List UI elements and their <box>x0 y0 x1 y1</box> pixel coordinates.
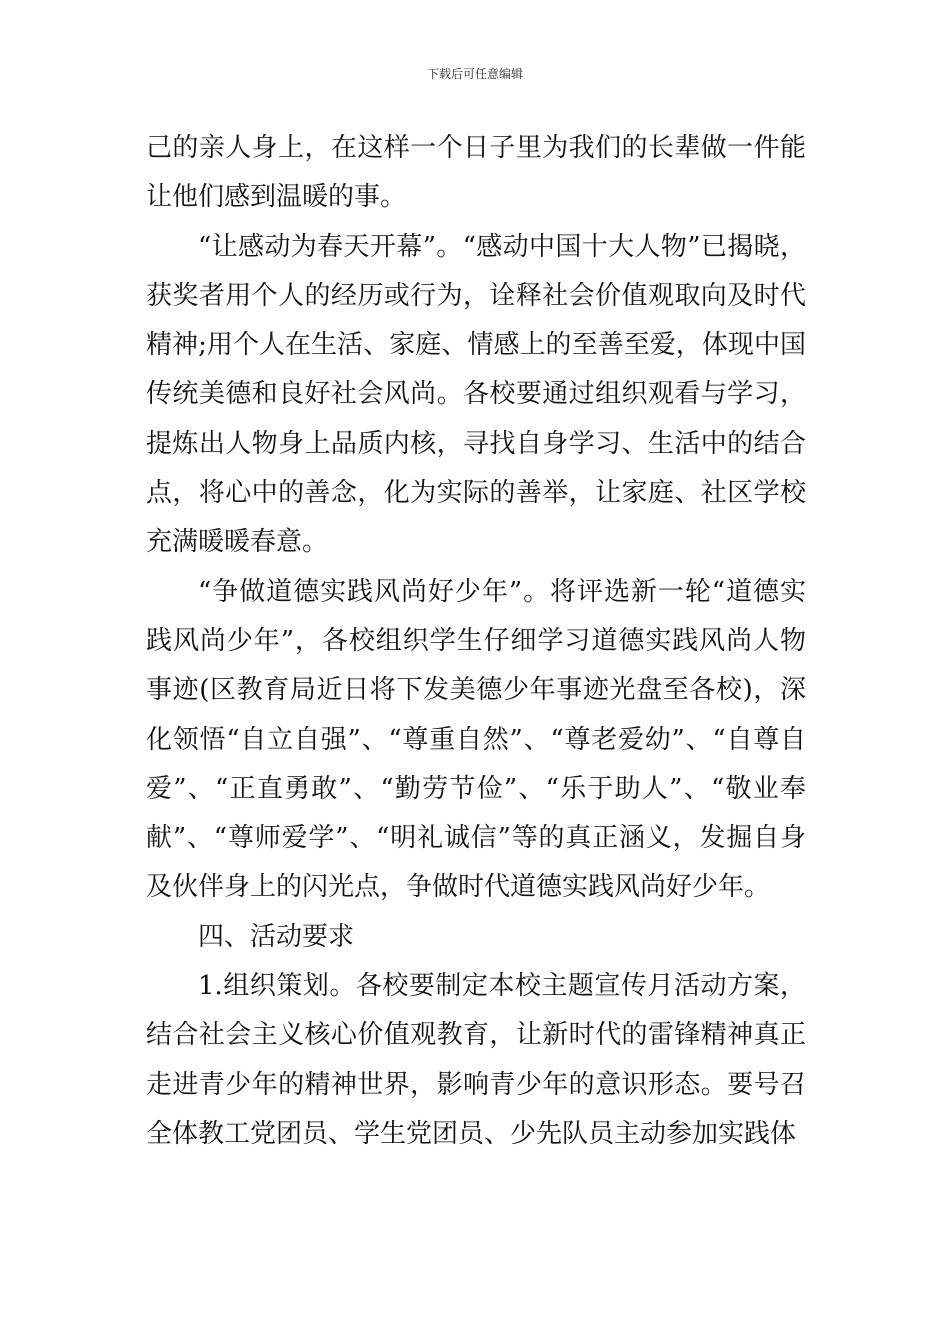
document-body <box>146 124 806 1159</box>
page-header-note: 下载后可任意编辑 <box>426 67 523 81</box>
paragraph-moral-youth: “争做道德实践风尚好少年”。将评选新一轮“道德实践风尚少年”，各校组织学生仔细学习道德实践风尚人物事迹(区教育局近日将下发美德少年事迹光盘至各校)，深化领悟“自立自强”、“尊重自然”、“尊老爱幼”、“自尊自爱”、“正直勇敢”、“勤劳节俭”、“乐于助人”、“敬业奉献”、“尊师爱学”、“明礼诚信”等的真正涵义，发掘自身及伙伴身上的闪光点，争做时代道德实践风尚好少年。 <box>146 576 806 903</box>
section-heading-activity-requirements: 四、活动要求 <box>198 921 355 952</box>
paragraph-continuation: 己的亲人身上，在这样一个日子里为我们的长辈做一件能让他们感到温暖的事。 <box>146 133 806 213</box>
paragraph-touching-china: “让感动为春天开幕”。“感动中国十大人物”已揭晓，获奖者用个人的经历或行为，诠释社会价值观取向及时代精神;用个人在生活、家庭、情感上的至善至爱，体现中国传统美德和良好社会风尚。各校要通过组织观看与学习，提炼出人物身上品质内核，寻找自身学习、生活中的结合点，将心中的善念，化为实际的善举，让家庭、社区学校充满暖暖春意。 <box>146 231 806 558</box>
paragraph-organization-planning: 1.组织策划。各校要制定本校主题宣传月活动方案，结合社会主义核心价值观教育，让新时代的雷锋精神真正走进青少年的精神世界，影响青少年的意识形态。要号召全体教工党团员、学生党团员、少先队员主动参加实践体 <box>146 971 806 1149</box>
